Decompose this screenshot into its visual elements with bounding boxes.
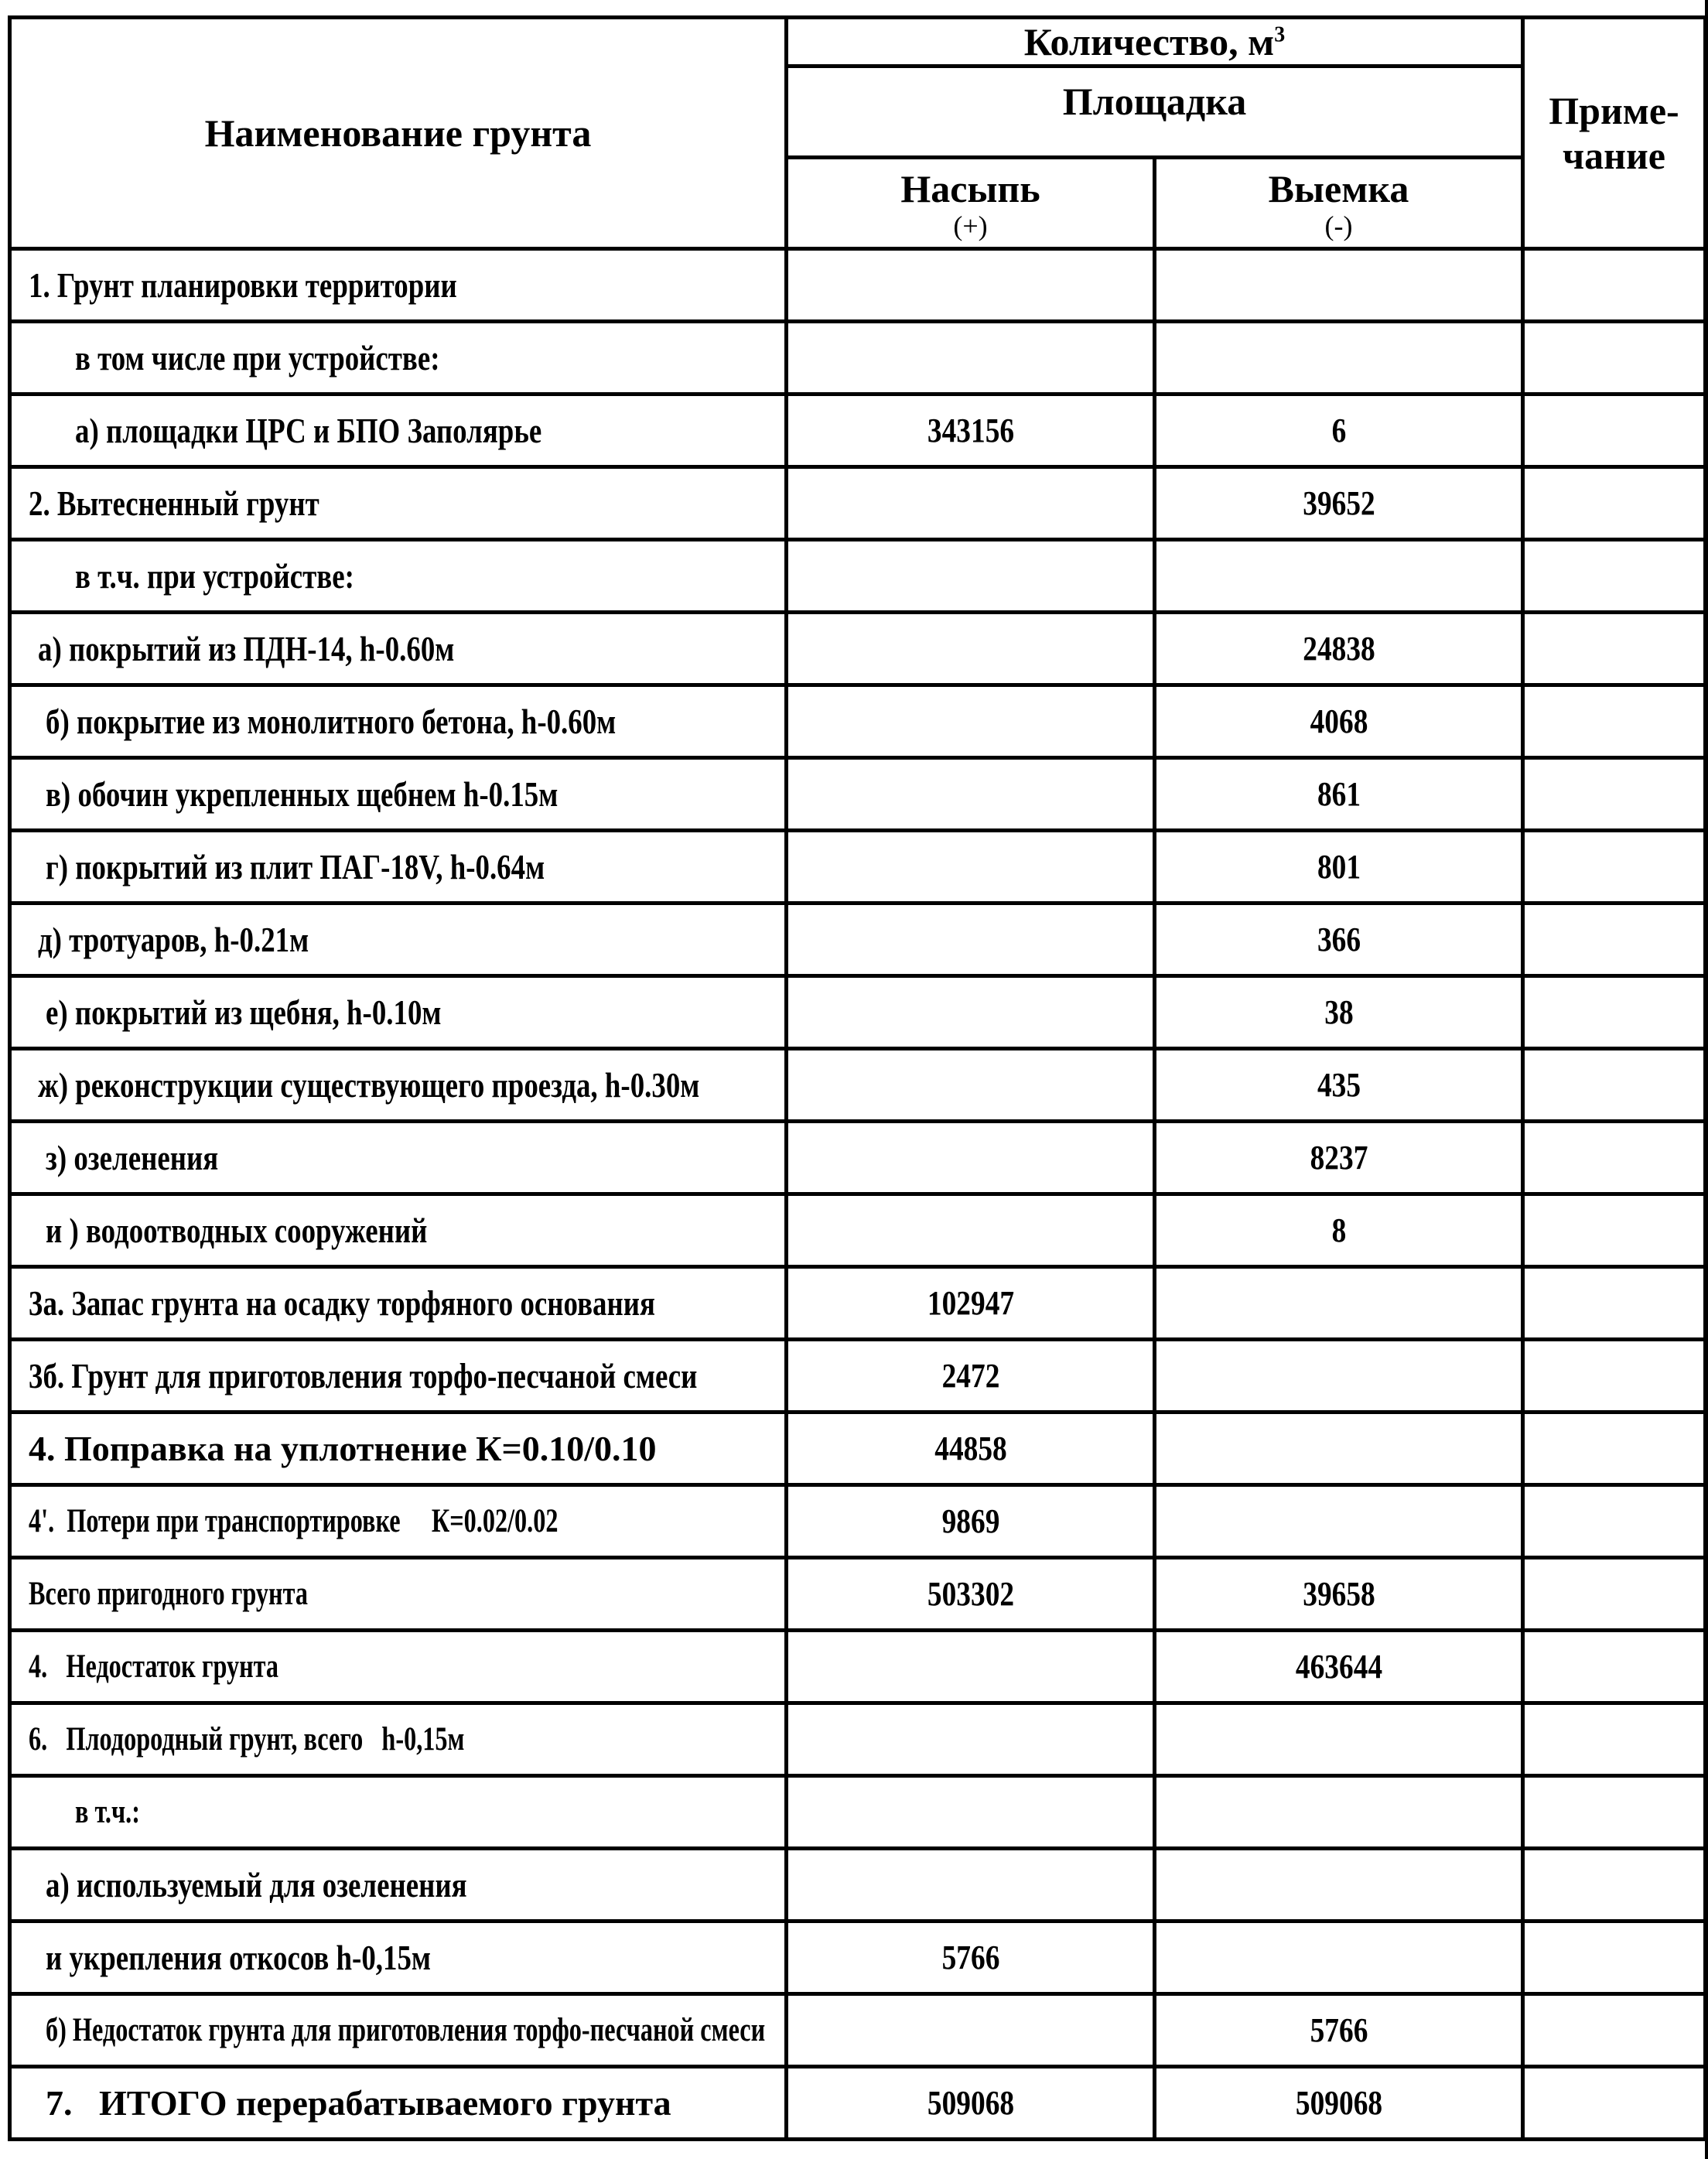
note-cell <box>1523 1267 1706 1340</box>
note-cell <box>1523 1413 1706 1485</box>
cut-value: 39658 <box>1302 1575 1375 1613</box>
table-row <box>10 1849 1706 1922</box>
table-row <box>10 613 1706 685</box>
row-label: а) площадки ЦРС и БПО Заполярье <box>75 411 542 450</box>
row-label: 1. Грунт планировки территории <box>29 265 457 305</box>
table-row <box>10 1267 1706 1340</box>
table-row <box>10 1485 1706 1558</box>
table-row <box>10 904 1706 976</box>
note-cell <box>1523 540 1706 613</box>
table-row <box>10 322 1706 395</box>
fill-value: 503302 <box>927 1575 1014 1613</box>
row-label: 2. Вытесненный грунт <box>29 483 319 523</box>
header-name: Наименование грунта <box>10 18 787 249</box>
cut-value: 8237 <box>1310 1139 1368 1177</box>
table-row <box>10 1340 1706 1413</box>
fill-value: 9869 <box>941 1502 999 1540</box>
row-label: в т.ч. при устройстве: <box>75 556 354 596</box>
cut-value: 366 <box>1317 921 1361 958</box>
table-row <box>10 540 1706 613</box>
row-label: и укрепления откосов h-0,15м <box>46 1938 432 1977</box>
fill-value: 5766 <box>941 1939 999 1976</box>
cut-value: 6 <box>1331 412 1346 449</box>
note-cell <box>1523 1122 1706 1194</box>
note-cell <box>1523 758 1706 831</box>
note-cell <box>1523 1776 1706 1849</box>
row-label: б) Недостаток грунта для приготовления торфо-песчаной смеси <box>46 2012 766 2048</box>
row-label: 7. ИТОГО перерабатываемого грунта <box>46 2083 671 2123</box>
fill-value: 102947 <box>927 1284 1014 1322</box>
note-cell <box>1523 1631 1706 1703</box>
cut-value: 801 <box>1317 848 1361 886</box>
table-row <box>10 2067 1706 2140</box>
cut-value: 39652 <box>1302 484 1375 522</box>
table-row <box>10 1122 1706 1194</box>
table-row <box>10 395 1706 467</box>
row-label: 4'. Потери при транспортировке К=0.02/0.02 <box>29 1503 559 1539</box>
table-row <box>10 1049 1706 1122</box>
row-label: г) покрытий из плит ПАГ-18V, h-0.64м <box>46 847 545 886</box>
row-label: а) используемый для озеленения <box>46 1865 467 1904</box>
row-label: в т.ч.: <box>75 1794 140 1830</box>
fill-value: 44858 <box>934 1430 1007 1467</box>
cut-value: 463644 <box>1295 1648 1382 1686</box>
row-label: 3а. Запас грунта на осадку торфяного основания <box>29 1283 655 1323</box>
note-cell <box>1523 1849 1706 1922</box>
row-label: 4. Недостаток грунта <box>29 1648 279 1685</box>
table-row <box>10 685 1706 758</box>
note-cell <box>1523 322 1706 395</box>
note-cell <box>1523 1558 1706 1631</box>
row-label: а) покрытий из ПДН-14, h-0.60м <box>38 629 455 668</box>
row-label: ж) реконструкции существующего проезда, h-0.30м <box>38 1065 700 1105</box>
table-row <box>10 1776 1706 1849</box>
row-label: б) покрытие из монолитного бетона, h-0.60м <box>46 702 617 741</box>
cut-value: 8 <box>1331 1211 1346 1249</box>
table-row <box>10 831 1706 904</box>
header-note: Приме- чание <box>1523 18 1706 249</box>
header-fill: Насыпь (+) <box>787 158 1155 249</box>
row-label: в) обочин укрепленных щебнем h-0.15м <box>46 774 559 814</box>
row-label: 4. Поправка на уплотнение К=0.10/0.10 <box>29 1429 657 1468</box>
note-cell <box>1523 976 1706 1049</box>
row-label: д) тротуаров, h-0.21м <box>38 920 309 959</box>
table-row <box>10 1413 1706 1485</box>
row-label: и ) водоотводных сооружений <box>46 1211 428 1250</box>
note-cell <box>1523 1194 1706 1267</box>
note-cell <box>1523 2067 1706 2140</box>
note-cell <box>1523 467 1706 540</box>
fill-value: 509068 <box>927 2084 1014 2122</box>
note-cell <box>1523 395 1706 467</box>
cut-value: 38 <box>1324 993 1354 1031</box>
cut-value: 5766 <box>1310 2011 1368 2049</box>
note-cell <box>1523 1049 1706 1122</box>
cut-value: 861 <box>1317 775 1361 813</box>
cut-value: 435 <box>1317 1066 1361 1104</box>
row-label: Всего пригодного грунта <box>29 1576 308 1612</box>
note-cell <box>1523 1922 1706 1994</box>
note-cell <box>1523 1994 1706 2067</box>
row-label: в том числе при устройстве: <box>75 338 440 377</box>
table-row <box>10 1703 1706 1776</box>
table-row <box>10 1922 1706 1994</box>
fill-value: 343156 <box>927 412 1014 449</box>
table-row <box>10 249 1706 322</box>
note-cell <box>1523 685 1706 758</box>
note-cell <box>1523 1340 1706 1413</box>
row-label: 3б. Грунт для приготовления торфо-песчаной смеси <box>29 1356 698 1395</box>
header-cut: Выемка (-) <box>1155 158 1523 249</box>
note-cell <box>1523 831 1706 904</box>
cut-value: 24838 <box>1302 630 1375 668</box>
cut-value: 4068 <box>1310 702 1368 740</box>
cut-value: 509068 <box>1295 2084 1382 2122</box>
header-quantity: Количество, $м^3$ <box>787 18 1523 67</box>
note-cell <box>1523 904 1706 976</box>
note-cell <box>1523 613 1706 685</box>
row-label: з) озеленения <box>46 1138 219 1177</box>
soil-balance-table <box>8 15 1707 2141</box>
row-label: 6. Плодородный грунт, всего h-0,15м <box>29 1721 465 1758</box>
note-cell <box>1523 1703 1706 1776</box>
table-row <box>10 758 1706 831</box>
fill-value: 2472 <box>941 1357 999 1395</box>
table-row <box>10 976 1706 1049</box>
row-label: е) покрытий из щебня, h-0.10м <box>46 992 442 1032</box>
table-row <box>10 1194 1706 1267</box>
header-site: Площадка <box>787 67 1523 158</box>
table-row <box>10 1994 1706 2067</box>
table-row <box>10 467 1706 540</box>
note-cell <box>1523 1485 1706 1558</box>
note-cell <box>1523 249 1706 322</box>
table-row <box>10 1558 1706 1631</box>
table-row <box>10 1631 1706 1703</box>
